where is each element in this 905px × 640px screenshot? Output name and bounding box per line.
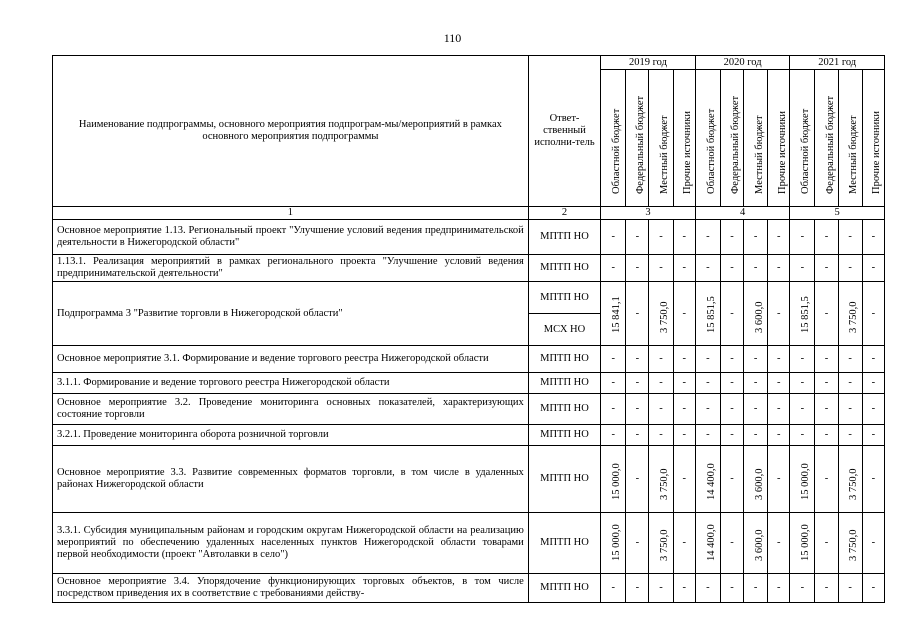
budget-value: - — [720, 394, 743, 425]
budget-value: - — [626, 346, 649, 373]
budget-value-text: 3 750,0 — [848, 468, 860, 500]
header-row-years — [53, 56, 885, 70]
budget-value: - — [790, 394, 815, 425]
budget-value-text: 15 000,0 — [800, 524, 812, 561]
budget-value: - — [744, 373, 768, 394]
header-source-label: Федеральный бюджет — [824, 95, 836, 194]
row-name: 1.13.1. Реализация мероприятий в рамках регионального проекта "Улучшение условий ведения предпринимательской деятельности" — [53, 255, 529, 282]
budget-value: - — [626, 282, 649, 346]
row-name: Основное мероприятие 3.2. Проведение мониторинга основных показателей, характеризующих состояние торговли — [53, 394, 529, 425]
budget-value: - — [815, 346, 838, 373]
budget-value: - — [626, 373, 649, 394]
budget-value-text: 15 000,0 — [611, 463, 623, 500]
budget-value: - — [626, 255, 649, 282]
budget-value-text: 15 000,0 — [611, 524, 623, 561]
header-source-cell — [601, 70, 626, 207]
header-source-label: Прочие источники — [682, 111, 694, 194]
budget-value-text: 3 600,0 — [753, 301, 765, 333]
budget-value: - — [744, 346, 768, 373]
header-source-cell — [626, 70, 649, 207]
budget-value: - — [768, 220, 790, 255]
budget-value: - — [744, 574, 768, 603]
budget-value: - — [862, 282, 884, 346]
budget-value: - — [649, 220, 673, 255]
header-source-cell — [862, 70, 884, 207]
budget-value: - — [768, 513, 790, 574]
budget-value-text: 3 750,0 — [659, 529, 671, 561]
table-row — [53, 346, 885, 373]
budget-value — [838, 282, 862, 346]
budget-value: - — [862, 446, 884, 513]
budget-value — [695, 446, 720, 513]
header-source-label: Местный бюджет — [848, 115, 860, 194]
table-row — [53, 513, 885, 574]
budget-value: - — [673, 373, 695, 394]
header-executor-cell: Ответ-ственный исполни-тель — [528, 56, 600, 207]
budget-value: - — [695, 373, 720, 394]
budget-value: - — [695, 425, 720, 446]
budget-value: - — [815, 255, 838, 282]
budget-value: - — [695, 220, 720, 255]
budget-value: - — [862, 574, 884, 603]
column-number-row — [53, 207, 885, 220]
row-name: 3.3.1. Субсидия муниципальным районам и городским округам Нижегородской области на реализацию мероприятий по обеспечению удаленных населенных пунктов Нижегородской области товарами первой необходимости (проект "Автолавки в село") — [53, 513, 529, 574]
budget-value-text: 3 750,0 — [848, 301, 860, 333]
budget-value: - — [673, 513, 695, 574]
row-name: 3.2.1. Проведение мониторинга оборота розничной торговли — [53, 425, 529, 446]
header-year-0: 2019 год — [601, 56, 696, 70]
budget-value: - — [862, 373, 884, 394]
budget-value: - — [649, 574, 673, 603]
budget-value: - — [695, 394, 720, 425]
header-source-label: Областной бюджет — [705, 108, 717, 194]
budget-value-text: 3 750,0 — [659, 301, 671, 333]
budget-value: - — [720, 346, 743, 373]
row-executor: МПТП НО — [528, 255, 600, 282]
header-source-cell — [673, 70, 695, 207]
budget-value: - — [862, 394, 884, 425]
budget-value: - — [862, 255, 884, 282]
budget-value: - — [649, 255, 673, 282]
table-row — [53, 446, 885, 513]
budget-value: - — [673, 446, 695, 513]
budget-value: - — [768, 255, 790, 282]
budget-value: - — [744, 220, 768, 255]
row-executor: МПТП НО — [528, 394, 600, 425]
header-year-1: 2020 год — [695, 56, 790, 70]
table-row — [53, 574, 885, 603]
budget-value-text: 15 000,0 — [800, 463, 812, 500]
budget-value: - — [720, 255, 743, 282]
budget-value: - — [720, 446, 743, 513]
budget-value: - — [815, 574, 838, 603]
budget-value: - — [695, 255, 720, 282]
budget-value — [649, 446, 673, 513]
budget-value: - — [790, 346, 815, 373]
budget-value-text: 3 750,0 — [659, 468, 671, 500]
header-source-cell — [838, 70, 862, 207]
header-source-label: Местный бюджет — [659, 115, 671, 194]
table-row — [53, 220, 885, 255]
column-number: 4 — [695, 207, 790, 220]
budget-value: - — [768, 282, 790, 346]
header-source-cell — [649, 70, 673, 207]
budget-value: - — [626, 425, 649, 446]
budget-value: - — [790, 255, 815, 282]
header-source-cell — [768, 70, 790, 207]
budget-value — [649, 282, 673, 346]
row-executor: МПТП НО — [528, 373, 600, 394]
budget-value — [649, 513, 673, 574]
table-row — [53, 373, 885, 394]
budget-value: - — [768, 346, 790, 373]
row-executor: МПТП НО — [528, 346, 600, 373]
budget-value: - — [720, 282, 743, 346]
header-source-cell — [695, 70, 720, 207]
table-row — [53, 425, 885, 446]
budget-value: - — [601, 255, 626, 282]
budget-value: - — [815, 282, 838, 346]
budget-value: - — [862, 346, 884, 373]
budget-value: - — [601, 220, 626, 255]
budget-value-text: 15 851,5 — [800, 296, 812, 333]
row-executor: МСХ НО — [528, 314, 600, 346]
budget-value: - — [768, 373, 790, 394]
header-source-label: Прочие источники — [776, 111, 788, 194]
budget-value: - — [790, 220, 815, 255]
column-number: 5 — [790, 207, 885, 220]
budget-value: - — [673, 282, 695, 346]
row-executor: МПТП НО — [528, 574, 600, 603]
budget-value: - — [838, 346, 862, 373]
budget-value — [744, 446, 768, 513]
budget-value: - — [744, 425, 768, 446]
budget-value — [838, 513, 862, 574]
header-source-label: Федеральный бюджет — [635, 95, 647, 194]
budget-value: - — [838, 394, 862, 425]
budget-value-text: 3 600,0 — [753, 468, 765, 500]
header-source-label: Областной бюджет — [611, 108, 623, 194]
budget-value: - — [862, 513, 884, 574]
budget-value — [601, 282, 626, 346]
budget-value: - — [815, 513, 838, 574]
budget-value-text: 3 600,0 — [753, 529, 765, 561]
budget-value — [601, 513, 626, 574]
budget-value: - — [649, 425, 673, 446]
budget-value: - — [626, 220, 649, 255]
header-source-label: Прочие источники — [871, 111, 883, 194]
column-number: 1 — [53, 207, 529, 220]
table-row — [53, 255, 885, 282]
header-source-cell — [720, 70, 743, 207]
budget-value-text: 14 400,0 — [705, 524, 717, 561]
page-number: 110 — [443, 31, 462, 45]
row-executor: МПТП НО — [528, 425, 600, 446]
budget-value — [744, 282, 768, 346]
row-name: Основное мероприятие 3.4. Упорядочение функционирующих торговых объектов, в том числе посредством приведения их в соответствие с требованиями действу- — [53, 574, 529, 603]
budget-value: - — [720, 574, 743, 603]
budget-value: - — [768, 574, 790, 603]
budget-value — [601, 446, 626, 513]
budget-value: - — [768, 446, 790, 513]
budget-value: - — [744, 394, 768, 425]
budget-value: - — [720, 425, 743, 446]
row-name: Основное мероприятие 3.3. Развитие современных форматов торговли, в том числе в удаленных районах Нижегородской области — [53, 446, 529, 513]
budget-value: - — [601, 574, 626, 603]
budget-value: - — [744, 255, 768, 282]
budget-value — [790, 282, 815, 346]
budget-value: - — [601, 394, 626, 425]
budget-value: - — [790, 574, 815, 603]
header-name-cell: Наименование подпрограммы, основного мероприятия подпрограм-мы/мероприятий в рамках основного мероприятия подпрограммы — [53, 56, 529, 207]
header-source-cell — [744, 70, 768, 207]
row-executor: МПТП НО — [528, 282, 600, 314]
header-source-cell — [790, 70, 815, 207]
budget-value — [838, 446, 862, 513]
row-executor: МПТП НО — [528, 513, 600, 574]
budget-value: - — [601, 425, 626, 446]
budget-value: - — [673, 255, 695, 282]
budget-table — [52, 55, 885, 603]
budget-value: - — [673, 574, 695, 603]
budget-value: - — [768, 425, 790, 446]
budget-value: - — [815, 220, 838, 255]
table-row — [53, 282, 885, 314]
row-name: Основное мероприятие 3.1. Формирование и ведение торгового реестра Нижегородской области — [53, 346, 529, 373]
table-row — [53, 394, 885, 425]
row-name: Подпрограмма 3 "Развитие торговли в Нижегородской области" — [53, 282, 529, 346]
row-executor: МПТП НО — [528, 446, 600, 513]
budget-value: - — [838, 574, 862, 603]
budget-value-text: 15 851,5 — [705, 296, 717, 333]
budget-value-text: 14 400,0 — [705, 463, 717, 500]
budget-value: - — [649, 346, 673, 373]
budget-value: - — [695, 346, 720, 373]
header-year-2: 2021 год — [790, 56, 885, 70]
column-number: 2 — [528, 207, 600, 220]
budget-value — [790, 446, 815, 513]
budget-value: - — [862, 425, 884, 446]
budget-value — [744, 513, 768, 574]
header-source-label: Местный бюджет — [753, 115, 765, 194]
budget-value: - — [626, 574, 649, 603]
budget-value: - — [862, 220, 884, 255]
header-source-cell — [815, 70, 838, 207]
budget-value-text: 3 750,0 — [848, 529, 860, 561]
header-source-label: Федеральный бюджет — [729, 95, 741, 194]
budget-value: - — [673, 425, 695, 446]
budget-value: - — [720, 373, 743, 394]
budget-value: - — [790, 373, 815, 394]
budget-value: - — [815, 373, 838, 394]
budget-value-text: 15 841,1 — [611, 296, 623, 333]
budget-value: - — [626, 394, 649, 425]
budget-value: - — [838, 220, 862, 255]
column-number: 3 — [601, 207, 696, 220]
budget-value: - — [649, 394, 673, 425]
budget-value — [790, 513, 815, 574]
budget-value: - — [673, 346, 695, 373]
row-name: 3.1.1. Формирование и ведение торгового реестра Нижегородской области — [53, 373, 529, 394]
budget-value: - — [626, 513, 649, 574]
budget-value: - — [720, 220, 743, 255]
budget-value: - — [673, 394, 695, 425]
budget-value: - — [838, 255, 862, 282]
row-executor: МПТП НО — [528, 220, 600, 255]
row-name: Основное мероприятие 1.13. Региональный проект "Улучшение условий ведения предпринимательской деятельности в Нижегородской области" — [53, 220, 529, 255]
budget-value: - — [815, 446, 838, 513]
budget-value: - — [601, 346, 626, 373]
budget-value: - — [815, 425, 838, 446]
budget-value: - — [720, 513, 743, 574]
budget-value: - — [815, 394, 838, 425]
budget-value: - — [838, 373, 862, 394]
budget-value: - — [673, 220, 695, 255]
budget-value: - — [768, 394, 790, 425]
budget-value: - — [601, 373, 626, 394]
budget-value: - — [695, 574, 720, 603]
budget-value — [695, 513, 720, 574]
budget-value: - — [649, 373, 673, 394]
budget-value — [695, 282, 720, 346]
budget-value: - — [838, 425, 862, 446]
header-source-label: Областной бюджет — [800, 108, 812, 194]
budget-value: - — [626, 446, 649, 513]
budget-value: - — [790, 425, 815, 446]
